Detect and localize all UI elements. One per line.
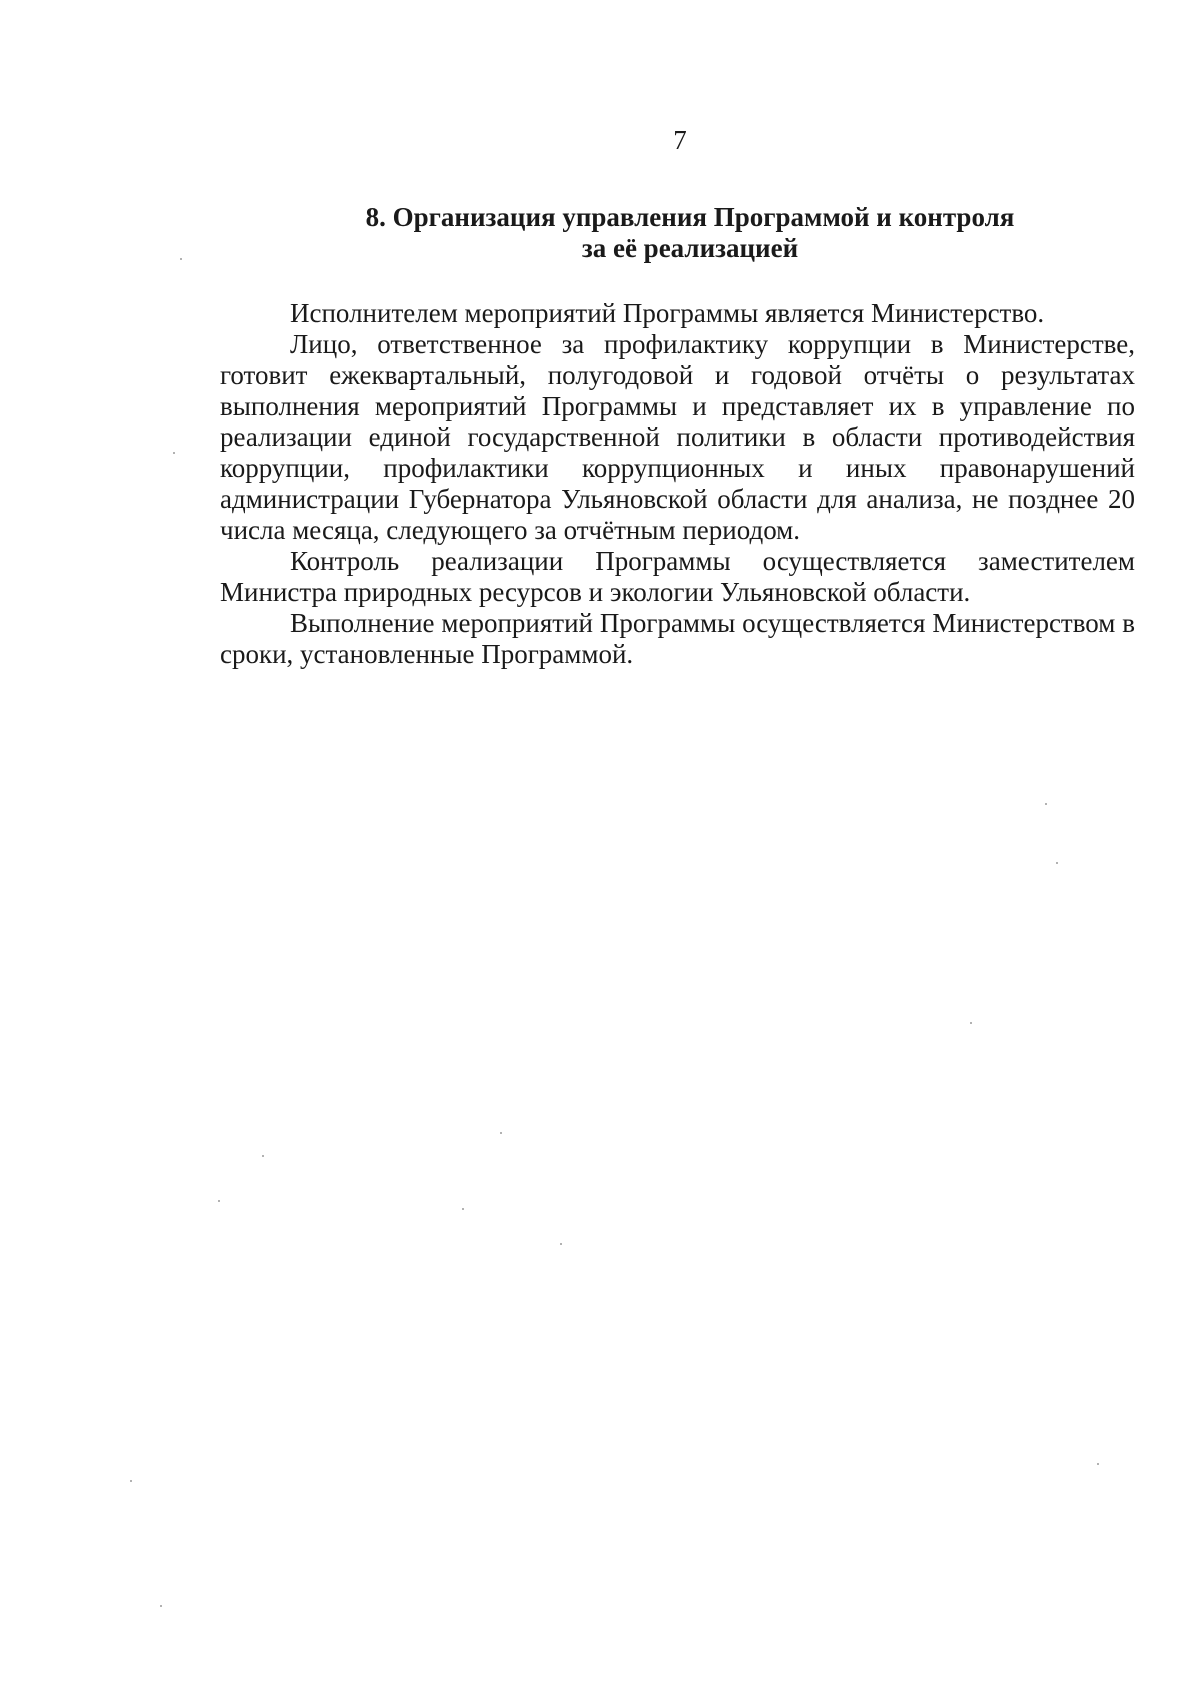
scan-speck [1097,1463,1099,1465]
scan-speck [500,1132,502,1134]
section-title [330,202,1050,264]
page-number: 7 [673,125,687,155]
section-title-line-1: 8. Организация управления Программой и контроля [365,202,1015,232]
scan-speck [1056,862,1058,864]
scan-speck [262,1155,264,1157]
paragraph-execution: Выполнение мероприятий Программы осуществляется Министерством в сроки, установленные Программой. [220,608,1135,669]
section-title-line-2: за её реализацией [581,233,799,263]
scan-speck [180,258,182,260]
scan-speck [560,1243,562,1245]
scan-speck [1045,803,1047,805]
paragraph-control: Контроль реализации Программы осуществляется заместителем Министра природных ресурсов и экологии Ульяновской области. [220,546,1135,607]
scan-speck [173,452,175,454]
scan-speck [970,1022,972,1024]
scan-speck [160,1605,162,1607]
paragraph-executor: Исполнителем мероприятий Программы является Министерство. [290,298,1045,328]
scan-speck [218,1200,220,1202]
body-text [220,298,1135,670]
scan-speck [462,1208,464,1210]
paragraph-reporting: Лицо, ответственное за профилактику коррупции в Министерстве, готовит ежеквартальный, полугодовой и годовой отчёты о результатах выполнения мероприятий Программы и представляет их в управление по реализации единой государственной политики в области противодействия коррупции, профилактики коррупционных и иных правонарушений администрации Губернатора Ульяновской области для анализа, не позднее 20 числа месяца, следующего за отчётным периодом. [220,329,1135,545]
scan-speck [130,1480,132,1482]
